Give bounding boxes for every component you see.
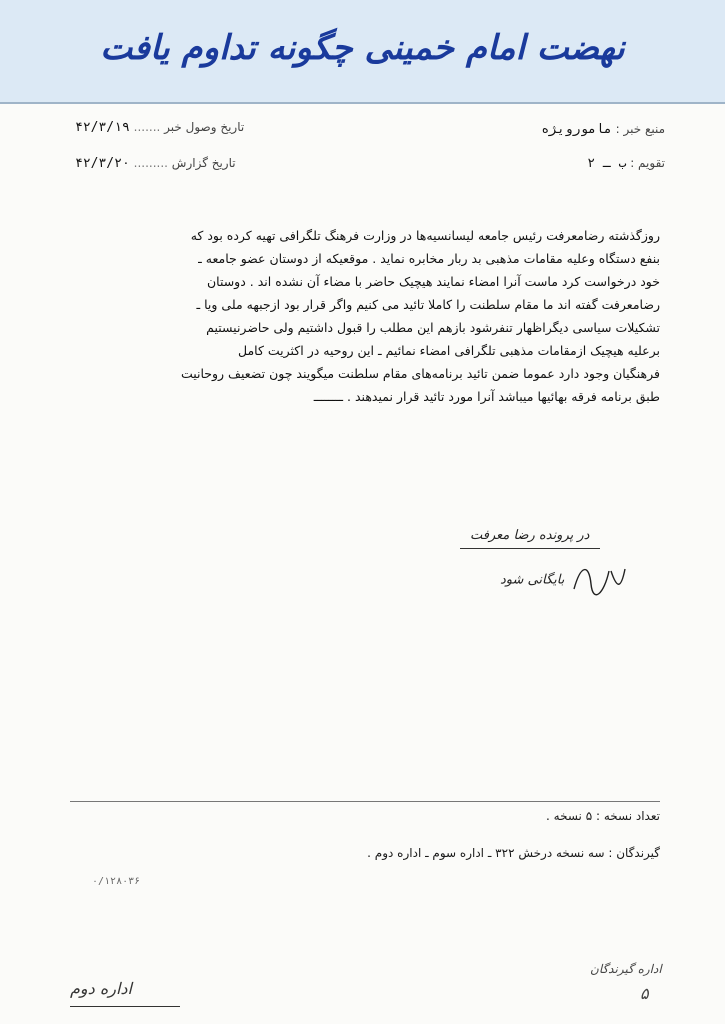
receipt-date-label: تاریخ وصول خبر [164, 120, 245, 134]
copies-label: تعداد نسخه : [595, 809, 660, 823]
file-note-underline [460, 548, 600, 549]
recipients-label: گیرندگان : [608, 846, 660, 860]
copies-field [460, 809, 660, 823]
receipt-date-value: ۴۲/۳/۱۹ [75, 120, 130, 135]
source-field [541, 122, 665, 137]
body-line: تشکیلات سیاسی دیگراظهار تنفرشود بازهم این مطلب را قبول داشتیم ولی حاضرنیستیم [206, 320, 660, 335]
file-note-handwritten: در پرونده رضا معرفت [470, 528, 590, 543]
recipients-value: سه نسخه درخش ۳۲۲ ـ اداره سوم ـ اداره دوم . [367, 846, 605, 860]
body-line: روزگذشته رضامعرفت رئیس جامعه لیسانسیه‌ها در وزارت فرهنگ تلگرافی تهیه کرده بود که [190, 228, 660, 243]
body-line: خود درخواست کرد ماست آنرا امضاء نمایند هیچیک حاضر با مضاء آن نشده اند . دوستان [206, 274, 660, 289]
report-date-dots: ......... [133, 156, 168, 170]
body-line: برعلیه هیچیک ازمقامات مذهبی تلگرافی امضاء نمائیم ـ این روحیه در اکثریت کامل [237, 343, 660, 358]
handwritten-recipients-note: اداره گیرندگان [590, 962, 662, 976]
reference-number: ۰/۱۲۸۰۳۶ [92, 876, 141, 887]
body-line: رضامعرفت گفته اند ما مقام سلطنت را کاملا تائید می کنیم واگر قرار بود ازجبهه ملی ویا ـ [196, 297, 660, 312]
handwritten-number: ۵ [640, 984, 649, 1003]
archive-note-handwritten [500, 559, 629, 599]
calendar-field [587, 156, 665, 171]
signature-scribble-icon [569, 559, 629, 599]
archive-note-text: بایگانی شود [500, 572, 565, 588]
banner-title: نهضت امام خمینی چگونه تداوم یافت [100, 28, 625, 68]
body-line: طبق برنامه فرقه بهائیها میباشد آنرا مورد تائید قرار نمیدهند . ــــــــ [313, 389, 660, 404]
source-label: منبع خبر : [615, 122, 665, 136]
footer-rule [70, 801, 660, 802]
report-date-field [75, 156, 236, 171]
handwritten-department-note: اداره دوم [70, 979, 132, 998]
handwritten-underline [70, 1006, 180, 1007]
receipt-date-field [75, 120, 244, 135]
body-line: بنفع دستگاه وعلیه مقامات مذهبی بد ربار مخابره نماید . موقعیکه از دوستان عضو جامعه ـ [198, 251, 660, 266]
body-line: فرهنگیان وجود دارد عموما ضمن تائید برنامه‌های مقام سلطنت میگویند چون تضعیف روحانیت [180, 366, 660, 381]
calendar-label: تقویم : [630, 156, 665, 170]
calendar-value: ب ـ ۲ [587, 156, 627, 171]
receipt-date-dots: ....... [133, 120, 161, 134]
report-body [70, 224, 660, 408]
title-banner [0, 0, 725, 104]
document-page [0, 104, 725, 1024]
report-date-label: تاریخ گزارش [171, 156, 236, 170]
recipients-field [270, 846, 660, 860]
report-date-value: ۴۲/۳/۲۰ [75, 156, 130, 171]
copies-value: ۵ نسخه . [546, 809, 593, 823]
source-value: مامورویژه [541, 122, 612, 137]
